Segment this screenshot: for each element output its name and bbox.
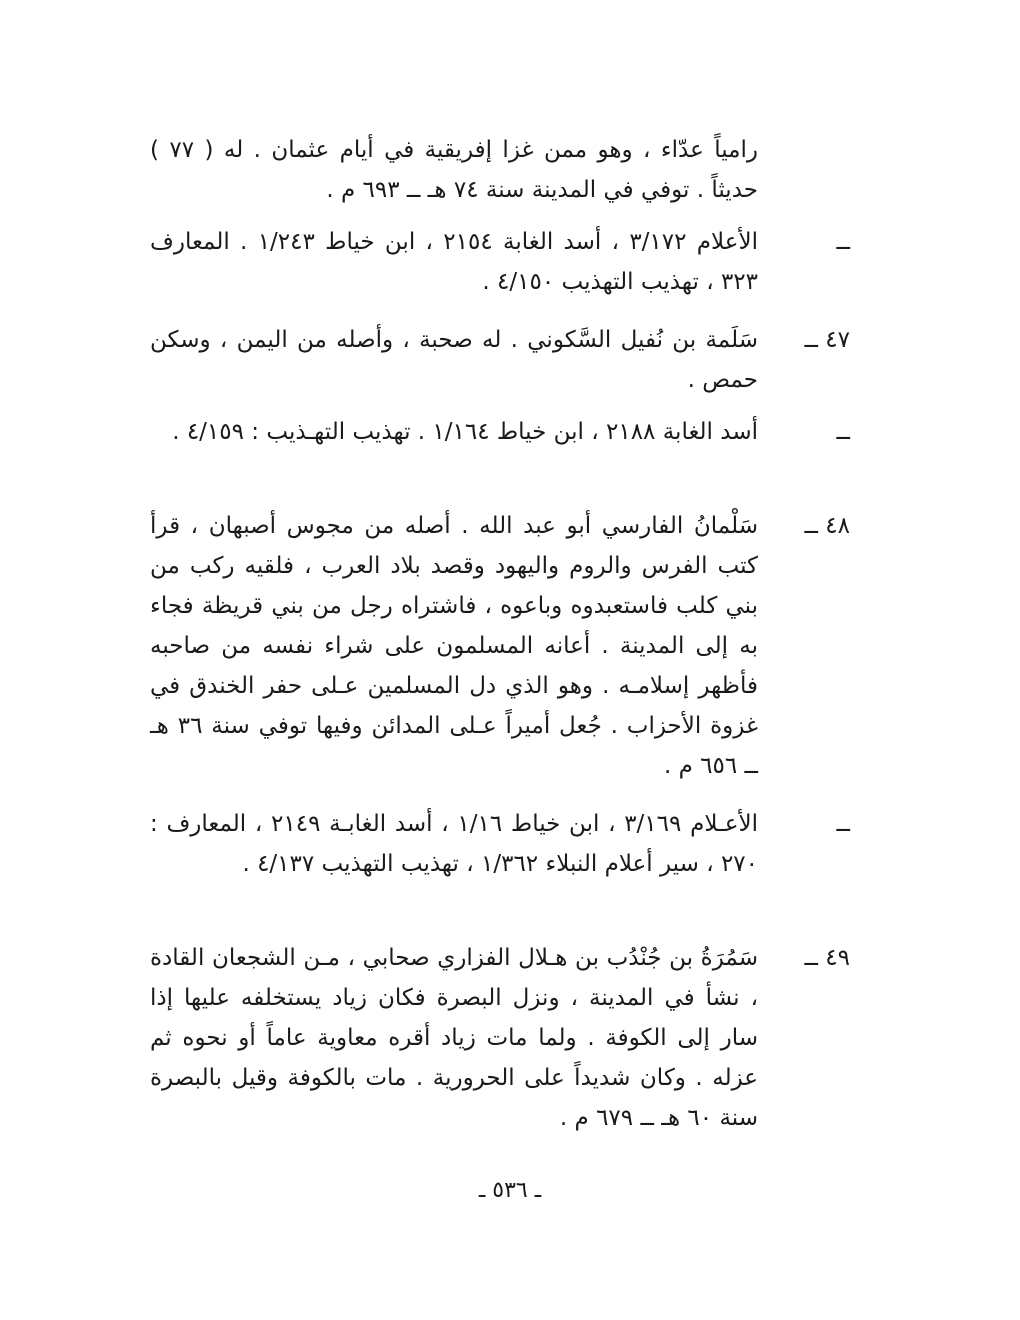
- entry-marker: ــ: [836, 811, 850, 837]
- entry-text: سَمُرَةُ بن جُنْدُب بن هـلال الفزاري صحابي ، مـن الشجعان القادة ، نشأ في المدينة ، ونزل البصرة فكان زياد يستخلفه عليها إذا سار إلى الكوفة . ولما مات زياد أقره معاوية عاماً أو نحوه ثم عزله . وكان شديداً على الحرورية . مات بالكوفة وقيل بالبصرة سنة ٦٠ هـ ــ ٦٧٩ م .: [150, 945, 758, 1131]
- entry-row: [150, 222, 850, 302]
- page-number: ـ ٥٣٦ ـ: [478, 1178, 542, 1203]
- entry-row: [150, 938, 850, 1138]
- entry-49: [150, 938, 850, 1138]
- entry-47-references: [150, 412, 850, 452]
- entry-continuation: [150, 130, 850, 210]
- entry-number: ٤٩ ــ: [804, 945, 850, 971]
- entry-text: رامياً عدّاء ، وهو ممن غزا إفريقية في أيام عثمان . له ( ٧٧ ) حديثاً . توفي في المدينة سنة ٧٤ هـ ــ ٦٩٣ م .: [150, 137, 758, 203]
- entry-number: ٤٧ ــ: [804, 327, 850, 353]
- entry-text: سَلَمة بن نُفيل السَّكوني . له صحبة ، وأصله من اليمن ، وسكن حمص .: [150, 327, 758, 393]
- entry-text: سَلْمانُ الفارسي أبو عبد الله . أصله من مجوس أصبهان ، قرأ كتب الفرس والروم واليهود وقصد بلاد العرب ، فلقيه ركب من بني كلب فاستعبدوه وباعوه ، فاشتراه رجل من بني قريظة فجاء به إلى المدينة . أعانه المسلمون على شراء نفسه من صاحبه فأظهر إسلامـه . وهو الذي دل المسلمين عـلى حفر الخندق في غزوة الأحزاب . جُعل أميراً عـلى المدائن وفيها توفي سنة ٣٦ هـ ــ ٦٥٦ م .: [150, 513, 758, 779]
- entry-row: [150, 412, 850, 452]
- entry-references: [150, 222, 850, 302]
- entry-row: [150, 506, 850, 786]
- entry-text: الأعـلام ٣/١٦٩ ، ابن خياط ١/١٦ ، أسد الغابـة ٢١٤٩ ، المعارف : ٢٧٠ ، سير أعلام النبلاء ١/٣٦٢ ، تهذيب التهذيب ٤/١٣٧ .: [150, 811, 759, 877]
- entry-row: [150, 320, 850, 400]
- entry-text: أسد الغابة ٢١٨٨ ، ابن خياط ١/١٦٤ . تهذيب التهـذيب : ٤/١٥٩ .: [172, 419, 758, 445]
- entry-48-references: [150, 804, 850, 884]
- entry-47: [150, 320, 850, 400]
- entry-text: الأعلام ٣/١٧٢ ، أسد الغابة ٢١٥٤ ، ابن خياط ١/٢٤٣ . المعارف ٣٢٣ ، تهذيب التهذيب ٤/١٥٠ .: [150, 229, 759, 295]
- entry-marker: ــ: [836, 229, 850, 255]
- entry-row: [150, 804, 850, 884]
- entry-row: [150, 130, 850, 210]
- entry-number: ٤٨ ــ: [804, 513, 850, 539]
- entry-marker: ــ: [836, 419, 850, 445]
- entry-48: [150, 506, 850, 786]
